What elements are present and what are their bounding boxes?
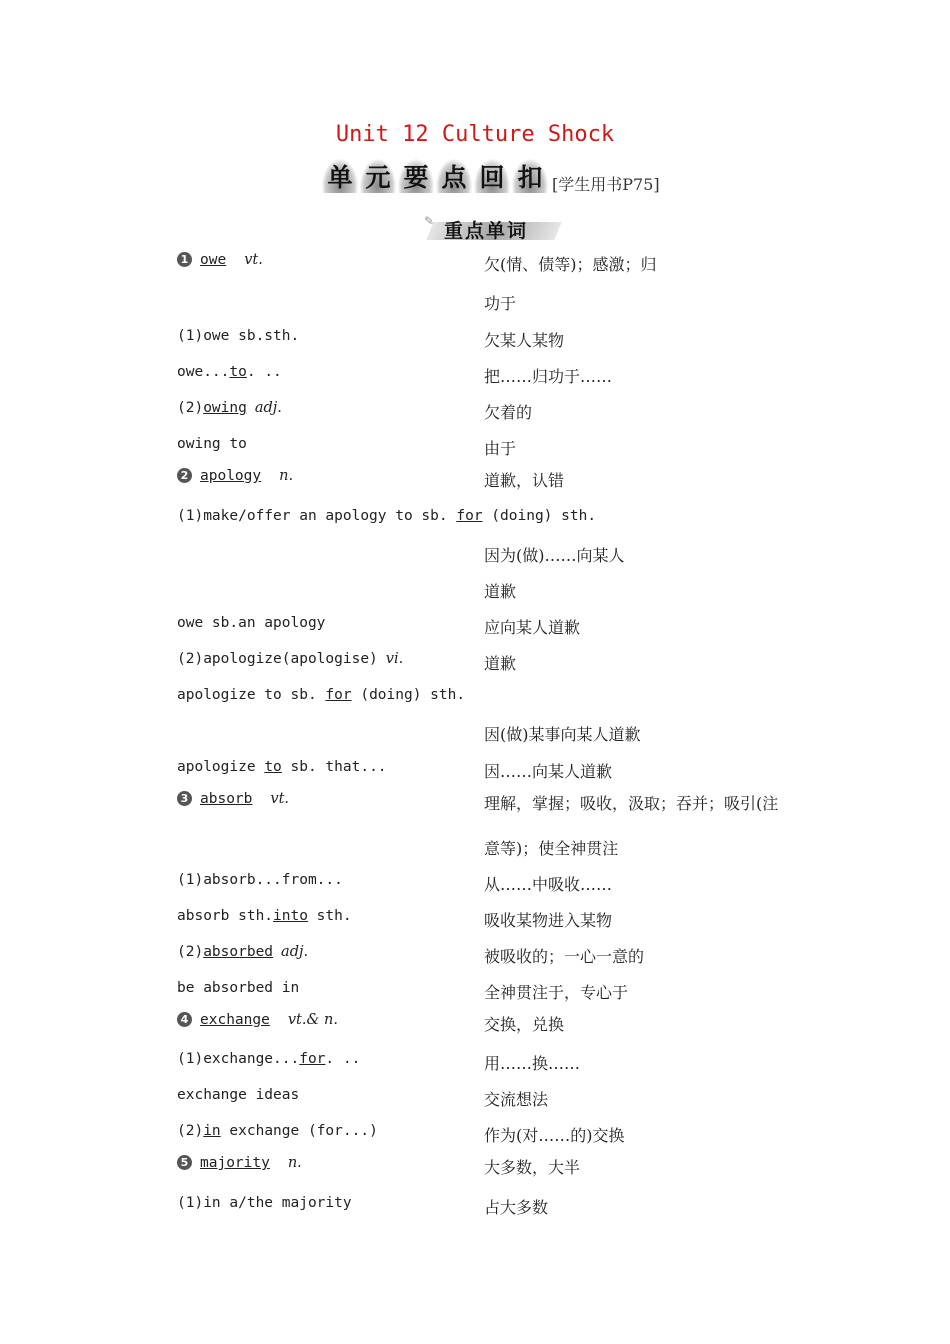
vocab-entry-majority bbox=[0, 1155, 950, 1179]
phrase-row: (2)absorbed adj. 被吸收的；一心一意的 bbox=[177, 944, 645, 966]
banner-char: 点 bbox=[436, 159, 472, 193]
phrase-row: owe...to. .. 把……归功于…… bbox=[177, 364, 613, 386]
vocab-entry-absorb bbox=[0, 791, 950, 815]
phrase-row: owe sb.an apology 应向某人道歉 bbox=[177, 615, 581, 637]
definition: 大多数，大半 bbox=[484, 1158, 581, 1177]
book-reference: [学生用书P75] bbox=[552, 174, 660, 194]
phrase-row: absorb sth.into sth. 吸收某物进入某物 bbox=[177, 908, 613, 930]
vocab-entry-exchange bbox=[0, 1012, 950, 1036]
phrase-row: apologize to sb. for (doing) sth. bbox=[177, 687, 466, 703]
banner-char: 扣 bbox=[512, 159, 548, 193]
headword: exchange bbox=[200, 1012, 270, 1028]
phrase-row: (1)absorb...from... 从……中吸收…… bbox=[177, 872, 613, 894]
phrase-row: exchange ideas 交流想法 bbox=[177, 1087, 549, 1109]
number-badge: 4 bbox=[177, 1012, 192, 1027]
vocab-entry-owe bbox=[0, 252, 950, 276]
phrase-row: (1)owe sb.sth. 欠某人某物 bbox=[177, 328, 565, 350]
phrase-row: be absorbed in 全神贯注于，专心于 bbox=[177, 980, 629, 1002]
banner-char: 回 bbox=[474, 159, 510, 193]
phrase-row: (2)in exchange (for...) 作为(对……的)交换 bbox=[177, 1123, 625, 1145]
phrase-row: (1)exchange...for. .. 用……换…… bbox=[177, 1051, 581, 1073]
banner-title bbox=[322, 159, 548, 193]
part-of-speech: vt. bbox=[244, 252, 263, 268]
phrase-row: (2)apologize(apologise) vi. 道歉 bbox=[177, 651, 517, 673]
headword: apology bbox=[200, 468, 262, 484]
section-banner bbox=[322, 158, 660, 194]
vocab-entry-apology bbox=[0, 468, 950, 492]
headword: absorb bbox=[200, 791, 253, 807]
banner-char: 单 bbox=[322, 159, 358, 193]
definition-continued: 因为(做)……向某人 bbox=[484, 546, 625, 565]
definition-continued: 因(做)某事向某人道歉 bbox=[484, 725, 641, 744]
definition-continued: 道歉 bbox=[484, 582, 517, 601]
phrase-row: owing to 由于 bbox=[177, 436, 517, 458]
headword: majority bbox=[200, 1155, 270, 1171]
part-of-speech: vt. bbox=[270, 791, 290, 807]
number-badge: 3 bbox=[177, 791, 192, 806]
subsection-heading bbox=[424, 214, 560, 242]
definition: 理解，掌握；吸收，汲取；吞并；吸引(注 bbox=[484, 794, 779, 813]
number-badge: 1 bbox=[177, 252, 192, 267]
part-of-speech: n. bbox=[279, 468, 294, 484]
definition: 欠(情、债等)；感激；归 bbox=[484, 255, 657, 274]
phrase-row: apologize to sb. that... 因……向某人道歉 bbox=[177, 759, 613, 781]
number-badge: 5 bbox=[177, 1155, 192, 1170]
part-of-speech: vt.& n. bbox=[287, 1012, 338, 1028]
number-badge: 2 bbox=[177, 468, 192, 483]
pen-icon: ✎ bbox=[424, 214, 435, 228]
definition: 交换，兑换 bbox=[484, 1015, 565, 1034]
phrase-row: (1)make/offer an apology to sb. for (doing) sth. bbox=[177, 508, 597, 524]
subsection-title: 重点单词 bbox=[444, 220, 529, 242]
definition: 道歉，认错 bbox=[484, 471, 565, 490]
phrase-row: (2)owing adj. 欠着的 bbox=[177, 400, 533, 422]
banner-char: 元 bbox=[360, 159, 396, 193]
headword: owe bbox=[200, 252, 227, 268]
definition-continued: 意等)；使全神贯注 bbox=[484, 839, 619, 858]
banner-char: 要 bbox=[398, 159, 434, 193]
page-title: Unit 12 Culture Shock bbox=[335, 122, 615, 147]
definition-continued: 功于 bbox=[484, 294, 517, 313]
part-of-speech: n. bbox=[287, 1155, 302, 1171]
phrase-row: (1)in a/the majority 占大多数 bbox=[177, 1195, 549, 1217]
